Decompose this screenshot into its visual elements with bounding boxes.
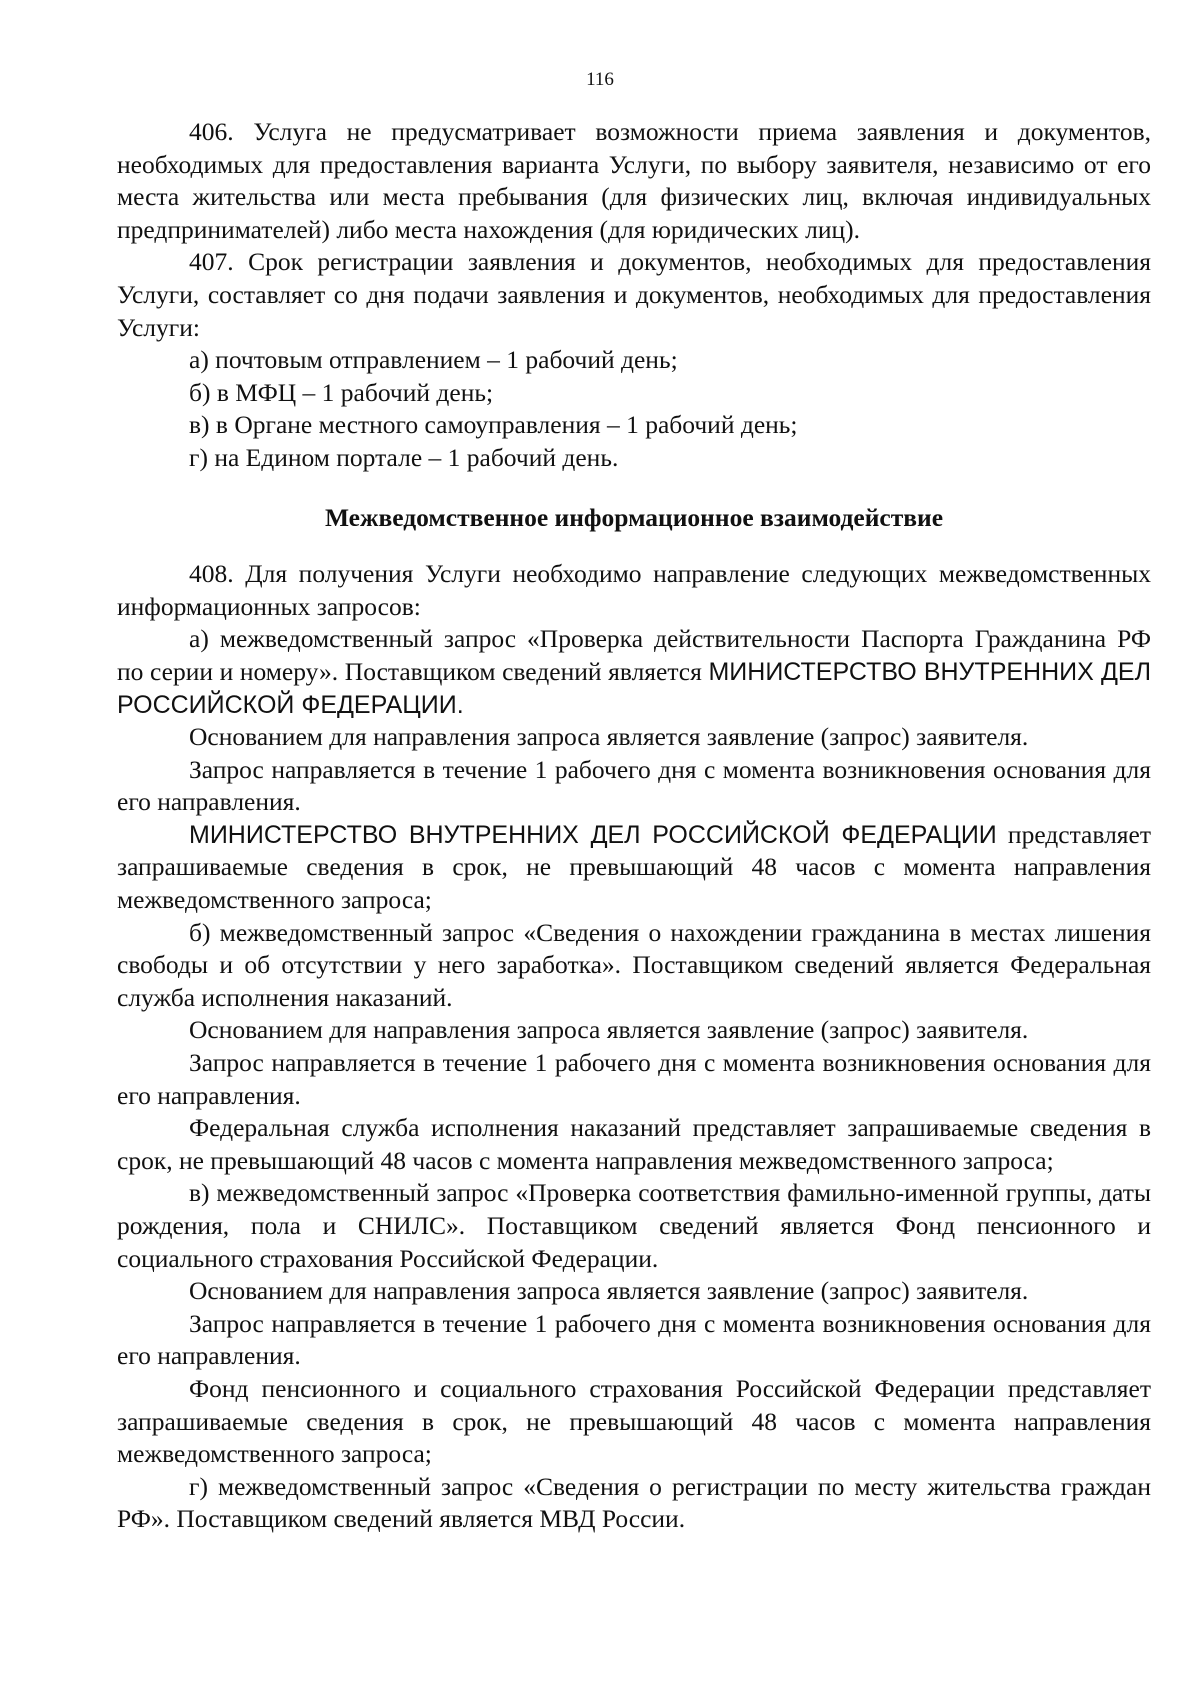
request-g: г) межведомственный запрос «Сведения о регистрации по месту жительства граждан РФ». Поставщиком сведений является МВД России. [117, 1471, 1151, 1534]
paragraph-406: 406. Услуга не предусматривает возможности приема заявления и документов, необходимых для предоставления варианта Услуги, по выбору заявителя, независимо от его места жительства или места пребывания (для физических лиц, включая индивидуальных предпринимателей) либо места нахождения (для юридических лиц). [117, 117, 1151, 244]
request-a-response-org: МИНИСТЕРСТВО ВНУТРЕННИХ ДЕЛ РОССИЙСКОЙ ФЕДЕРАЦИИ [189, 820, 997, 849]
request-b-response: Федеральная служба исполнения наказаний представляет запрашиваемые сведения в срок, не превышающий 48 часов с момента направления межведомственного запроса; [117, 1113, 1151, 1175]
request-a-text: а) межведомственный запрос «Проверка действительности Паспорта Гражданина РФ по серии и номеру». Поставщиком сведений является [117, 624, 1151, 686]
list-item-unified-portal: г) на Едином портале – 1 рабочий день. [189, 442, 619, 472]
request-v: в) межведомственный запрос «Проверка соответствия фамильно-именной группы, даты рождения, пола и СНИЛС». Поставщиком сведений является Фонд пенсионного и социального страхования Российской Федерации. [117, 1178, 1151, 1273]
request-b: б) межведомственный запрос «Сведения о нахождении гражданина в местах лишения свободы и об отсутствии у него заработка». Поставщиком сведений является Федеральная служба исполнения наказаний. [117, 917, 1151, 1012]
request-a-provider: МИНИСТЕРСТВО ВНУТРЕННИХ ДЕЛ РОССИЙСКОЙ ФЕДЕРАЦИИ. [117, 657, 1151, 719]
list-item-mail: а) почтовым отправлением – 1 рабочий день; [189, 345, 678, 375]
request-a-response [117, 819, 1151, 917]
request-v-basis: Основанием для направления запроса является заявление (запрос) заявителя. [189, 1276, 1029, 1306]
request-v-response: Фонд пенсионного и социального страхования Российской Федерации представляет запрашиваемые сведения в срок, не превышающий 48 часов с момента направления межведомственного запроса; [117, 1373, 1151, 1469]
request-a-term: Запрос направляется в течение 1 рабочего дня с момента возникновения основания для его направления. [117, 754, 1151, 817]
paragraph-407: 407. Срок регистрации заявления и документов, необходимых для предоставления Услуги, составляет со дня подачи заявления и документов, необходимых для предоставления Услуги: [117, 247, 1151, 342]
list-item-local-authority: в) в Органе местного самоуправления – 1 рабочий день; [189, 410, 798, 440]
request-v-term: Запрос направляется в течение 1 рабочего дня с момента возникновения основания для его направления. [117, 1308, 1151, 1371]
section-heading: Межведомственное информационное взаимодействие [324, 502, 944, 532]
list-item-mfc: б) в МФЦ – 1 рабочий день; [189, 377, 494, 407]
request-b-term: Запрос направляется в течение 1 рабочего дня с момента возникновения основания для его направления. [117, 1048, 1151, 1110]
request-a-response-rest: представляет запрашиваемые сведения в срок, не превышающий 48 часов с момента направления межведомственного запроса; [117, 819, 1151, 915]
paragraph-408: 408. Для получения Услуги необходимо направление следующих межведомственных информационных запросов: [117, 559, 1151, 621]
page-number: 116 [586, 69, 614, 90]
request-b-basis: Основанием для направления запроса является заявление (запрос) заявителя. [189, 1015, 1029, 1045]
document-body [117, 116, 1151, 1536]
request-a [117, 623, 1151, 721]
request-a-basis: Основанием для направления запроса является заявление (запрос) заявителя. [189, 722, 1029, 752]
